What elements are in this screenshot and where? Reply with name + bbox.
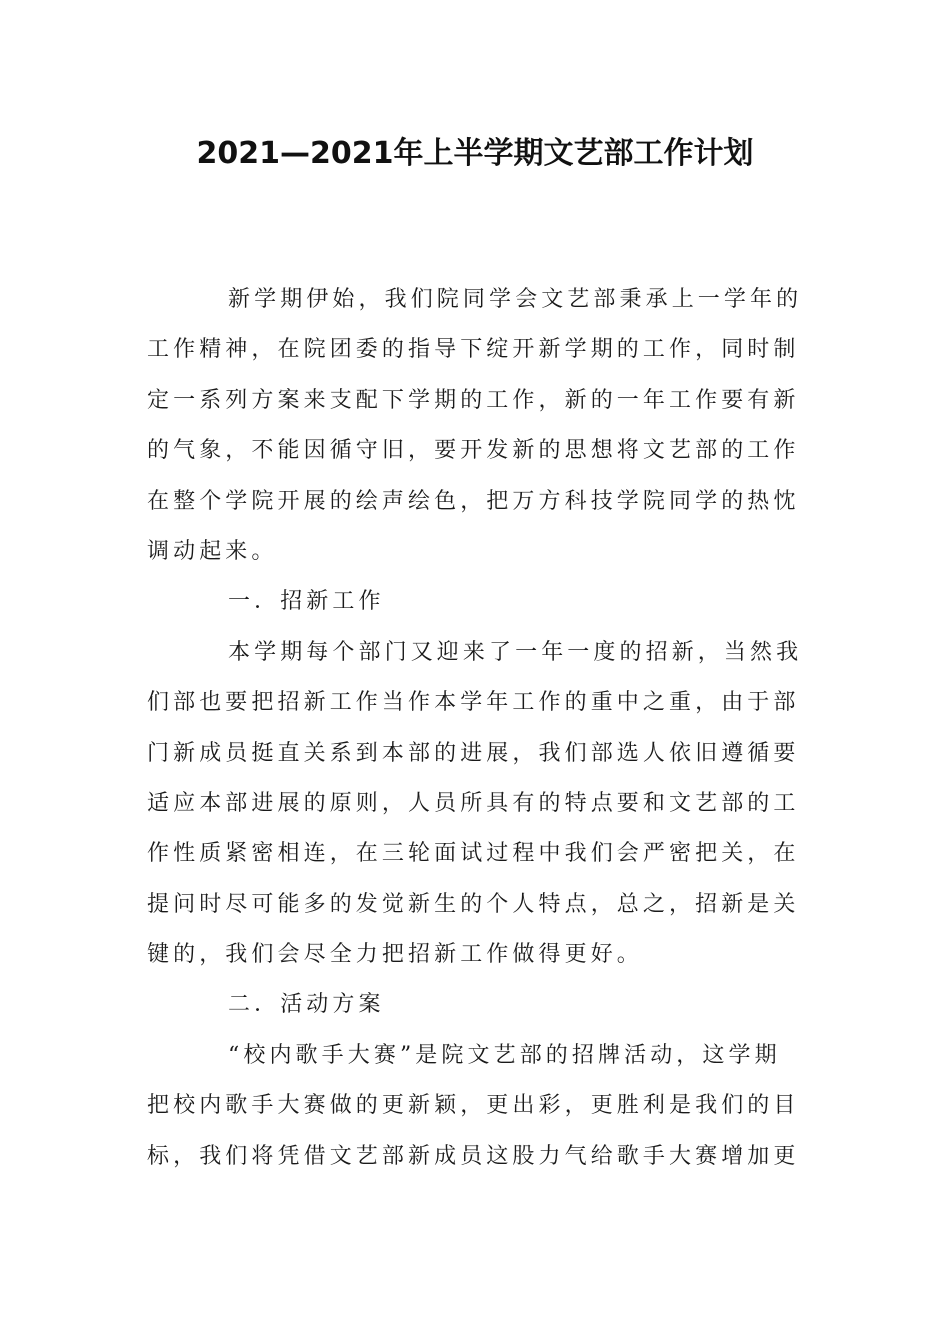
paragraph-line: 提问时尽可能多的发觉新生的个人特点，总之，招新是关 (147, 891, 800, 917)
paragraph-line: 调动起来。 (147, 538, 278, 564)
paragraph-line: 们部也要把招新工作当作本学年工作的重中之重，由于部 (147, 690, 800, 716)
paragraph-line: 键的，我们会尽全力把招新工作做得更好。 (147, 942, 643, 968)
activities-paragraph (147, 1038, 807, 1189)
paragraph-line: 定一系列方案来支配下学期的工作，新的一年工作要有新 (147, 387, 800, 413)
intro-paragraph (147, 282, 807, 584)
document-body (147, 282, 807, 1189)
paragraph-line: “校内歌手大赛”是院文艺部的招牌活动，这学期 (228, 1042, 781, 1068)
document-title: 2021—2021年上半学期文艺部工作计划 (196, 136, 754, 171)
paragraph-line: 标，我们将凭借文艺部新成员这股力气给歌手大赛增加更 (147, 1143, 800, 1169)
paragraph-line: 适应本部进展的原则，人员所具有的特点要和文艺部的工 (147, 790, 800, 816)
paragraph-line: 的气象，不能因循守旧，要开发新的思想将文艺部的工作 (147, 438, 800, 464)
paragraph-line: 把校内歌手大赛做的更新颖，更出彩，更胜利是我们的目 (147, 1093, 800, 1119)
paragraph-line: 新学期伊始，我们院同学会文艺部秉承上一学年的 (228, 287, 803, 312)
paragraph-line: 门新成员挺直关系到本部的进展，我们部选人依旧遵循要 (147, 740, 800, 766)
paragraph-line: 工作精神，在院团委的指导下绽开新学期的工作，同时制 (147, 337, 800, 363)
paragraph-line: 作性质紧密相连，在三轮面试过程中我们会严密把关，在 (147, 841, 800, 867)
section-heading-activities: 二．活动方案 (228, 992, 385, 1018)
paragraph-line: 本学期每个部门又迎来了一年一度的招新，当然我 (228, 639, 803, 665)
section-heading-recruitment: 一．招新工作 (228, 589, 385, 615)
paragraph-line: 在整个学院开展的绘声绘色，把万方科技学院同学的热忱 (147, 488, 800, 514)
recruitment-paragraph (147, 635, 807, 988)
